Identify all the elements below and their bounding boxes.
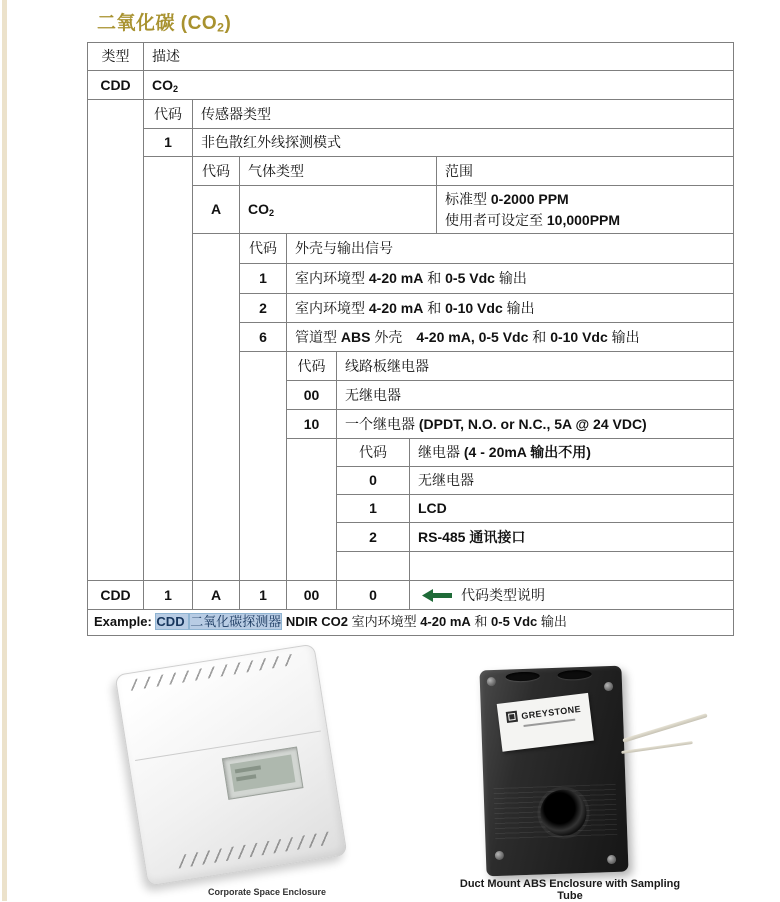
empty-channel-cell bbox=[88, 294, 144, 323]
empty-cell bbox=[88, 552, 144, 581]
empty-channel-cell bbox=[287, 523, 337, 552]
sensor-type-cell: 非色散红外线探测模式 bbox=[193, 129, 733, 157]
empty-channel-cell bbox=[193, 523, 240, 552]
empty-channel-cell bbox=[88, 234, 144, 264]
code-cell: 1 bbox=[240, 264, 287, 294]
duct-mount-enclosure-photo bbox=[475, 662, 715, 880]
empty-channel-cell bbox=[240, 523, 287, 552]
empty-channel-cell bbox=[88, 186, 144, 234]
empty-cell bbox=[144, 552, 193, 581]
table-row-enclosure-option bbox=[88, 323, 733, 352]
screw-icon bbox=[487, 677, 496, 686]
table-row-display-option bbox=[88, 467, 733, 495]
empty-channel-cell bbox=[193, 495, 240, 523]
empty-channel-cell bbox=[88, 129, 144, 157]
lcd-display bbox=[222, 746, 304, 799]
example-cell: Example: CDD 二氧化碳探测器 NDIR CO2 室内环境型 4-20 mA 和 0-5 Vdc 输出 bbox=[94, 614, 567, 629]
sensor-type-header-cell: 传感器类型 bbox=[193, 100, 733, 129]
summary-code-cell: A bbox=[193, 581, 240, 610]
greystone-logo-icon bbox=[506, 711, 518, 723]
table-row-relay-header bbox=[88, 352, 733, 381]
code-cell: 10 bbox=[287, 410, 337, 439]
model-code-cell: CDD bbox=[88, 71, 144, 100]
empty-channel-cell bbox=[144, 410, 193, 439]
empty-channel-cell bbox=[193, 264, 240, 294]
empty-channel-cell bbox=[240, 410, 287, 439]
summary-note-text: 代码类型说明 bbox=[461, 587, 545, 603]
desc-header-cell: 描述 bbox=[144, 43, 733, 71]
empty-channel-cell bbox=[144, 234, 193, 264]
code-header-cell: 代码 bbox=[337, 439, 410, 467]
empty-cell bbox=[337, 552, 410, 581]
lcd-screen bbox=[230, 754, 296, 791]
empty-channel-cell bbox=[240, 439, 287, 467]
range-header-cell: 范围 bbox=[437, 157, 733, 186]
right-photo-caption: Duct Mount ABS Enclosure with Sampling Tube bbox=[459, 878, 681, 902]
vent-slots-bottom bbox=[178, 831, 330, 868]
empty-cell bbox=[193, 552, 240, 581]
empty-channel-cell bbox=[240, 381, 287, 410]
empty-channel-cell bbox=[144, 186, 193, 234]
summary-note-cell bbox=[410, 581, 733, 610]
empty-channel-cell bbox=[144, 523, 193, 552]
code-cell: A bbox=[193, 186, 240, 234]
empty-channel-cell bbox=[144, 323, 193, 352]
empty-channel-cell bbox=[193, 467, 240, 495]
table-row-relay-option bbox=[88, 410, 733, 439]
empty-channel-cell bbox=[144, 467, 193, 495]
summary-code-cell: 0 bbox=[337, 581, 410, 610]
empty-channel-cell bbox=[144, 439, 193, 467]
code-header-cell: 代码 bbox=[240, 234, 287, 264]
empty-channel-cell bbox=[88, 439, 144, 467]
gas-type-cell: CO2 bbox=[240, 186, 437, 234]
left-photo-caption: Corporate Space Enclosure bbox=[207, 887, 327, 897]
greystone-label bbox=[497, 693, 594, 752]
relay-option-cell: 无继电器 bbox=[337, 381, 733, 410]
table-row-display-option bbox=[88, 523, 733, 552]
empty-channel-cell bbox=[88, 467, 144, 495]
display-option-cell: LCD bbox=[410, 495, 733, 523]
table-row-summary bbox=[88, 581, 733, 610]
table-row-gas-header bbox=[88, 157, 733, 186]
enclosure-option-cell: 室内环境型 4-20 mA 和 0-10 Vdc 输出 bbox=[287, 294, 733, 323]
empty-channel-cell bbox=[193, 323, 240, 352]
table-row-enclosure-option bbox=[88, 294, 733, 323]
empty-channel-cell bbox=[240, 352, 287, 381]
table-row-gas bbox=[88, 186, 733, 234]
empty-cell bbox=[410, 552, 733, 581]
left-arrow-icon bbox=[422, 589, 452, 602]
empty-channel-cell bbox=[144, 352, 193, 381]
empty-channel-cell bbox=[144, 381, 193, 410]
empty-channel-cell bbox=[88, 264, 144, 294]
page-edge-strip bbox=[2, 0, 7, 901]
sampling-tube bbox=[621, 741, 693, 754]
empty-channel-cell bbox=[287, 439, 337, 467]
corporate-space-enclosure-photo bbox=[118, 648, 348, 880]
vent-slots-top bbox=[131, 654, 294, 691]
empty-channel-cell bbox=[193, 410, 240, 439]
empty-channel-cell bbox=[88, 157, 144, 186]
summary-code-cell: CDD bbox=[88, 581, 144, 610]
knockout-hole bbox=[506, 671, 540, 681]
brand-row bbox=[506, 702, 591, 723]
empty-channel-cell bbox=[193, 381, 240, 410]
sampling-tube bbox=[622, 713, 707, 743]
page-title: 二氧化碳 (CO2) bbox=[97, 13, 232, 35]
table-row-display-option bbox=[88, 495, 733, 523]
gas-type-header-cell: 气体类型 bbox=[240, 157, 437, 186]
summary-code-cell: 1 bbox=[240, 581, 287, 610]
lcd-text-line bbox=[235, 765, 261, 773]
table-row-option-header bbox=[88, 439, 733, 467]
empty-channel-cell bbox=[88, 523, 144, 552]
empty-cell bbox=[287, 552, 337, 581]
code-cell: 2 bbox=[337, 523, 410, 552]
screw-icon bbox=[495, 851, 504, 860]
empty-channel-cell bbox=[144, 294, 193, 323]
product-code-table bbox=[87, 42, 734, 636]
empty-channel-cell bbox=[240, 467, 287, 495]
table-row-example bbox=[88, 610, 733, 635]
range-cell: 标准型 0-2000 PPM 使用者可设定至 10,000PPM bbox=[437, 186, 733, 234]
code-header-cell: 代码 bbox=[193, 157, 240, 186]
empty-channel-cell bbox=[287, 467, 337, 495]
empty-cell bbox=[240, 552, 287, 581]
empty-channel-cell bbox=[193, 352, 240, 381]
empty-channel-cell bbox=[193, 439, 240, 467]
table-row-enclosure-option bbox=[88, 264, 733, 294]
display-option-header-cell: 继电器 (4 - 20mA 输出不用) bbox=[410, 439, 733, 467]
type-header-cell: 类型 bbox=[88, 43, 144, 71]
summary-code-cell: 1 bbox=[144, 581, 193, 610]
lcd-text-line bbox=[236, 774, 256, 781]
table-row-empty bbox=[88, 552, 733, 581]
knockout-hole bbox=[558, 670, 592, 680]
enclosure-body bbox=[479, 666, 628, 877]
screw-icon bbox=[604, 682, 613, 691]
screw-icon bbox=[607, 855, 616, 864]
code-cell: 6 bbox=[240, 323, 287, 352]
empty-channel-cell bbox=[287, 495, 337, 523]
empty-channel-cell bbox=[193, 294, 240, 323]
empty-channel-cell bbox=[144, 495, 193, 523]
empty-channel-cell bbox=[144, 264, 193, 294]
empty-channel-cell bbox=[144, 157, 193, 186]
code-cell: 1 bbox=[337, 495, 410, 523]
table-row-sensor-header bbox=[88, 100, 733, 129]
enclosure-body bbox=[115, 644, 348, 887]
empty-channel-cell bbox=[88, 495, 144, 523]
empty-channel-cell bbox=[88, 323, 144, 352]
enclosure-option-cell: 管道型 ABS 外壳 4-20 mA, 0-5 Vdc 和 0-10 Vdc 输出 bbox=[287, 323, 733, 352]
code-cell: 00 bbox=[287, 381, 337, 410]
table-row-header bbox=[88, 43, 733, 71]
table-row-enclosure-header bbox=[88, 234, 733, 264]
empty-channel-cell bbox=[240, 495, 287, 523]
relay-option-cell: 一个继电器 (DPDT, N.O. or N.C., 5A @ 24 VDC) bbox=[337, 410, 733, 439]
empty-channel-cell bbox=[88, 100, 144, 129]
table-row-relay-option bbox=[88, 381, 733, 410]
display-option-cell: RS-485 通讯接口 bbox=[410, 523, 733, 552]
relay-header-cell: 线路板继电器 bbox=[337, 352, 733, 381]
summary-code-cell: 00 bbox=[287, 581, 337, 610]
code-header-cell: 代码 bbox=[144, 100, 193, 129]
empty-channel-cell bbox=[88, 410, 144, 439]
empty-channel-cell bbox=[88, 381, 144, 410]
code-cell: 2 bbox=[240, 294, 287, 323]
enclosure-header-cell: 外壳与输出信号 bbox=[287, 234, 733, 264]
empty-channel-cell bbox=[88, 352, 144, 381]
model-desc-cell: CO2 bbox=[144, 71, 733, 100]
brand-name: GREYSTONE bbox=[520, 703, 582, 721]
code-cell: 0 bbox=[337, 467, 410, 495]
table-row-sensor bbox=[88, 129, 733, 157]
code-cell: 1 bbox=[144, 129, 193, 157]
display-option-cell: 无继电器 bbox=[410, 467, 733, 495]
enclosure-option-cell: 室内环境型 4-20 mA 和 0-5 Vdc 输出 bbox=[287, 264, 733, 294]
table-row-model bbox=[88, 71, 733, 100]
code-header-cell: 代码 bbox=[287, 352, 337, 381]
empty-channel-cell bbox=[193, 234, 240, 264]
